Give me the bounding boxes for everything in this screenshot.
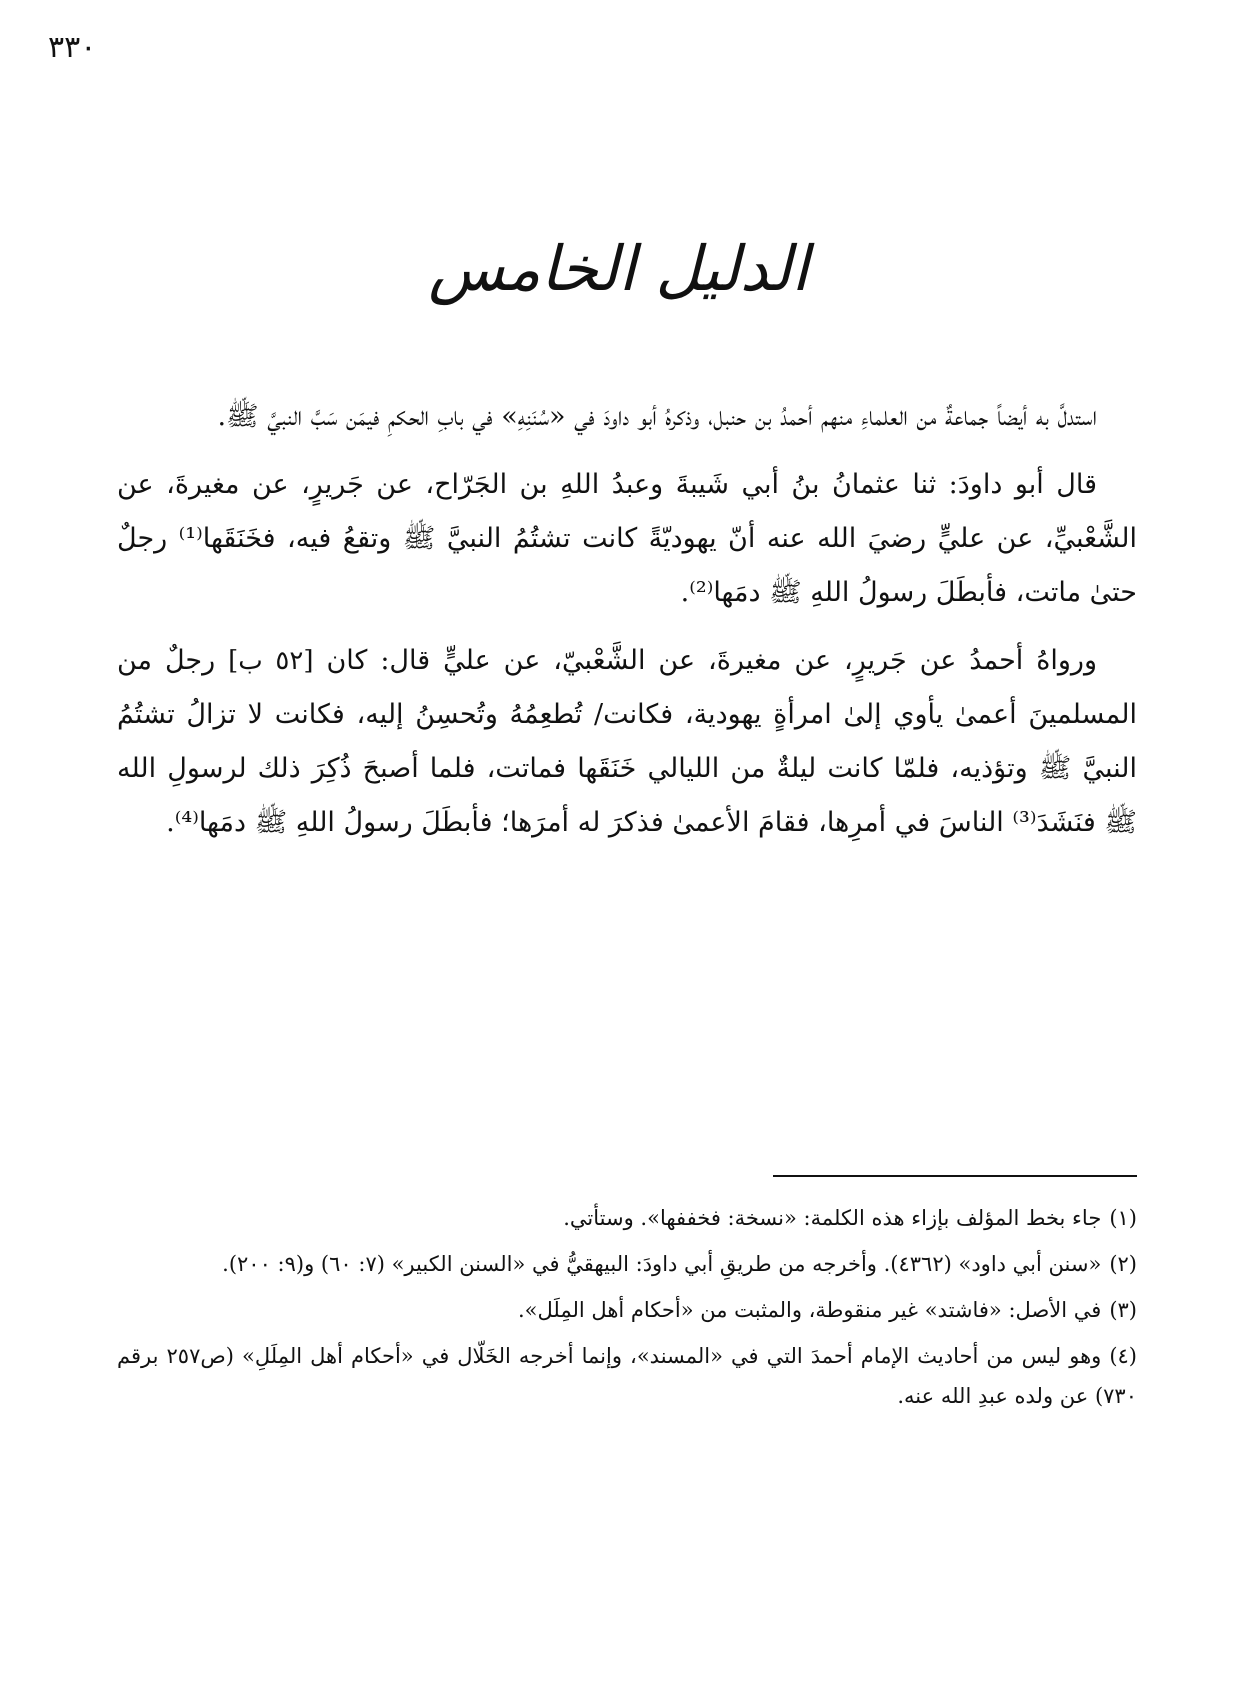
footnote-text: جاء بخط المؤلف بإزاء هذه الكلمة: «نسخة: فخففها». وستأتي. (563, 1206, 1102, 1230)
paragraph-1: استدلَّ به أيضاً جماعةٌ من العلماءِ منهم أحمدُ بن حنبل، وذكرهُ أبو داودَ في «سُنَنِهِ» في بابِ الحكمِ فيمَن سَبَّ النبيَّ ﷺ. (217, 401, 1097, 432)
page-number: ٣٣٠ (48, 30, 97, 65)
footnote-2 (117, 1244, 1137, 1284)
footnote-number: (٢) (1109, 1252, 1137, 1276)
paragraph-3-start: ورواهُ أحمدُ عن جَريرٍ، عن مغيرةَ، عن الشَّعْبيّ، عن عليٍّ قال: كان (326, 645, 1097, 676)
footnote-text: وهو ليس من أحاديث الإمام أحمدَ التي في «المسند»، وإنما أخرجه الخَلّال في «أحكام أهل المِلَلِ» (ص٢٥٧ برقم ٧٣٠) عن ولده عبدِ الله عنه. (117, 1344, 1137, 1408)
manuscript-folio-note: [٥٢ ب] (228, 646, 314, 676)
footnote-separator (773, 1175, 1137, 1177)
footnote-number: (٣) (1109, 1298, 1137, 1322)
footnotes (117, 1198, 1137, 1422)
footnote-1 (117, 1198, 1137, 1238)
paragraph-3 (117, 634, 1137, 850)
chapter-title: الدليل الخامس (428, 232, 809, 305)
footnote-3 (117, 1290, 1137, 1330)
footnote-number: (١) (1109, 1206, 1137, 1230)
paragraph-2: قال أبو داودَ: ثنا عثمانُ بنُ أبي شَيبةَ وعبدُ اللهِ بن الجَرّاح، عن جَريرٍ، عن مغيرةَ، عن الشَّعْبيِّ، عن عليٍّ رضيَ الله عنه أنّ يهوديّةً كانت تشتُمُ النبيَّ ﷺ وتقعُ فيه، فخَنَقَها⁽¹⁾ رجلٌ حتىٰ ماتت، فأبطَلَ رسولُ اللهِ ﷺ دمَها⁽²⁾. (117, 469, 1137, 608)
footnote-text: «سنن أبي داود» (٤٣٦٢). وأخرجه من طريقِ أبي داودَ: البيهقيُّ في «السنن الكبير» (٧: ٦٠) و(٩: ٢٠٠). (222, 1252, 1102, 1276)
body-text (117, 390, 1137, 864)
paragraph-3-end: رجلٌ من المسلمينَ أعمىٰ يأوي إلىٰ امرأةٍ يهودية، فكانت/ تُطعِمُهُ وتُحسِنُ إليه، فكانت لا تزالُ تشتُمُ النبيَّ ﷺ وتؤذيه، فلمّا كانت ليلةٌ من الليالي خَنَقَها فماتت، فلما أصبحَ ذُكِرَ ذلك لرسولِ الله ﷺ فنَشَدَ⁽³⁾ الناسَ في أمرِها، فقامَ الأعمىٰ فذكرَ له أمرَها؛ فأبطَلَ رسولُ اللهِ ﷺ دمَها⁽⁴⁾. (117, 645, 1137, 838)
footnote-4 (117, 1336, 1137, 1416)
footnote-number: (٤) (1109, 1344, 1137, 1368)
footnote-text: في الأصل: «فاشتد» غير منقوطة، والمثبت من «أحكام أهل المِلَل». (517, 1298, 1102, 1322)
